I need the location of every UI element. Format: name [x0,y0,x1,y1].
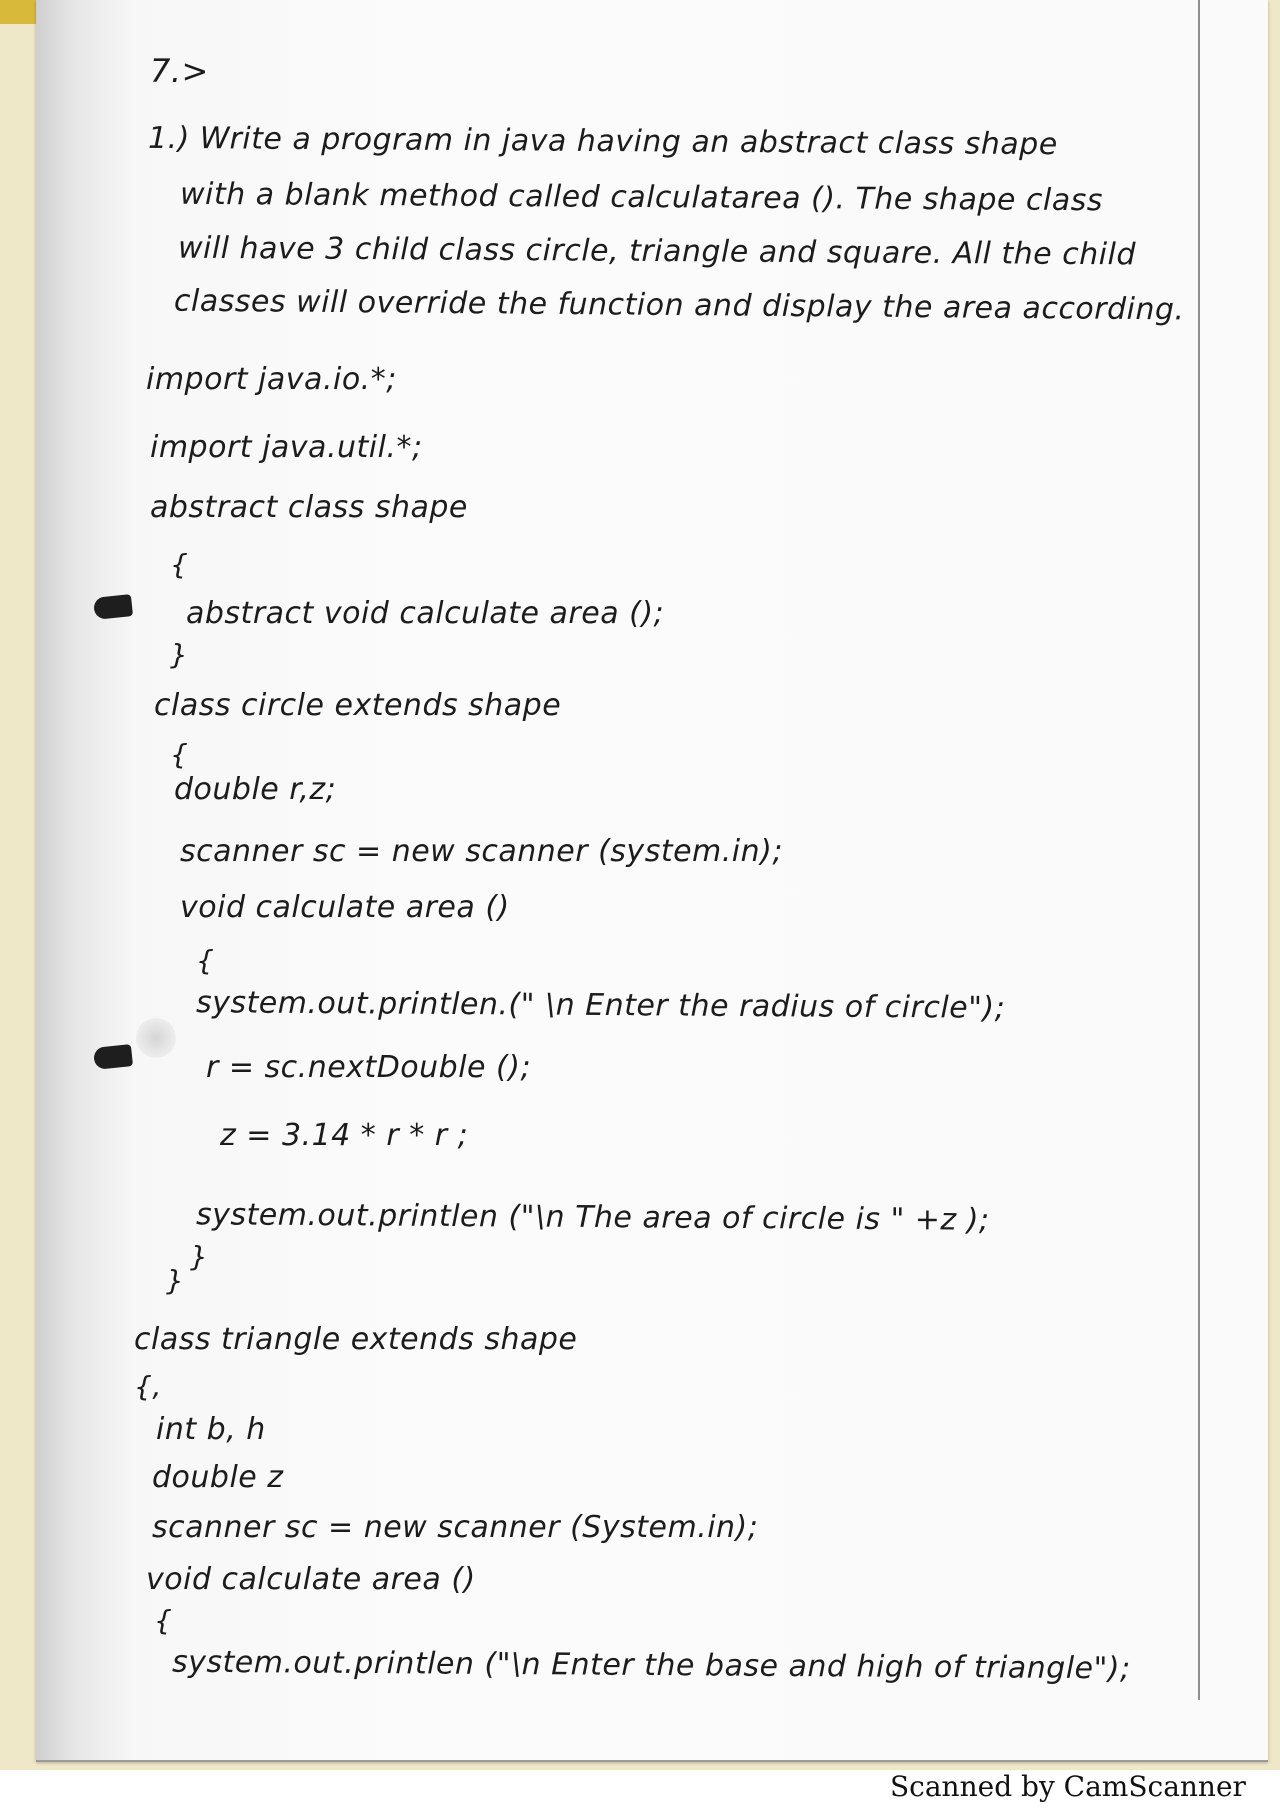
code-line: import java.io.*; [146,362,397,397]
question-line: with a blank method called calculatarea (). The shape class [179,176,1104,219]
code-line: system.out.printlen ("\n Enter the base and high of triangle"); [171,1644,1131,1687]
camscanner-watermark: Scanned by CamScanner [890,1770,1246,1803]
code-line: scanner sc = new scanner (System.in); [152,1510,759,1545]
code-line: void calculate area () [146,1562,476,1597]
code-line: double r,z; [174,772,337,807]
code-line: r = sc.nextDouble (); [206,1050,532,1085]
code-line: {, [134,1370,162,1403]
code-line: abstract class shape [150,490,468,525]
code-line: { [154,1604,173,1637]
margin-line [1198,0,1200,1700]
code-line: } [190,1240,209,1273]
code-line: import java.util.*; [150,430,423,465]
code-line: { [196,944,215,977]
code-line: { [170,548,189,581]
question-line: 1.) Write a program in java having an abstract class shape [147,120,1058,163]
code-line: double z [152,1460,284,1495]
binder-hole-icon [93,594,133,620]
code-line: void calculate area () [180,890,510,925]
code-line: scanner sc = new scanner (system.in); [180,834,783,869]
code-line: system.out.printlen.(" \n Enter the radius of circle"); [195,985,1006,1026]
code-line: class triangle extends shape [134,1322,578,1357]
code-line: } [170,638,189,671]
code-line: int b, h [156,1412,266,1447]
question-number: 7.> [150,52,209,90]
question-line: will have 3 child class circle, triangle and square. All the child [177,230,1137,273]
code-line: system.out.printlen ("\n The area of circle is " +z ); [195,1197,990,1238]
code-line: abstract void calculate area (); [186,596,665,631]
question-line: classes will override the function and display the area according. [173,283,1185,328]
code-line: { [170,738,189,771]
paper-scuff [136,1018,176,1058]
code-line: } [166,1264,185,1297]
code-line: class circle extends shape [154,688,562,723]
binder-hole-icon [93,1044,133,1070]
code-line: z = 3.14 * r * r ; [220,1118,469,1153]
